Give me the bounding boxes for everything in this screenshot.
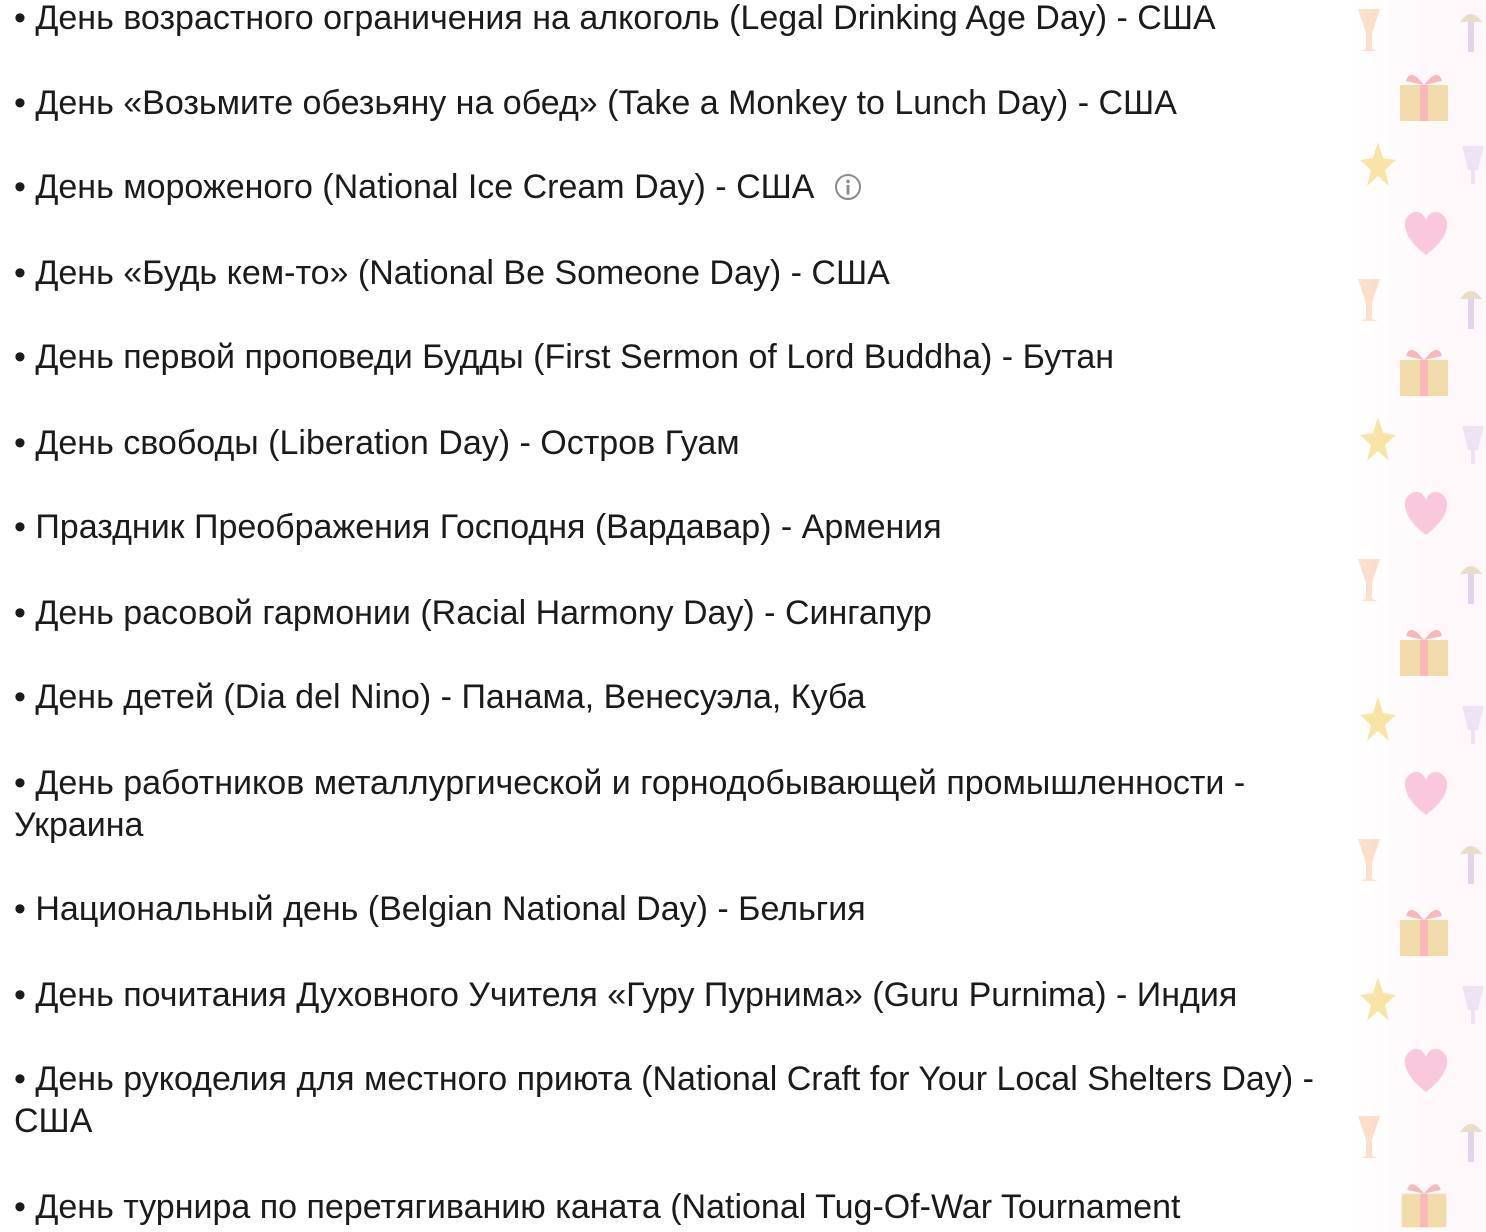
holiday-text: День первой проповеди Будды (First Sermon of Lord Buddha) - Бутан [35,338,1115,376]
bullet: • [14,254,26,292]
bullet: • [14,424,26,462]
bullet: • [14,594,26,632]
bullet: • [14,976,26,1014]
holiday-text: Национальный день (Belgian National Day) - Бельгия [35,890,866,928]
cocktail-icon [1354,555,1384,605]
bullet: • [14,890,26,928]
cocktail-icon [1460,420,1486,470]
bullet: • [14,338,26,376]
holiday-text: День почитания Духовного Учителя «Гуру Пурнима» (Guru Purnima) - Индия [35,976,1238,1014]
mushroom-icon [1458,285,1484,335]
holiday-text: День расовой гармонии (Racial Harmony Day) - Сингапур [35,594,932,632]
holiday-text: День работников металлургической и горнодобывающей промышленности - Украина [14,764,1246,844]
gift-icon [1396,65,1452,125]
cocktail-icon [1460,700,1486,750]
star-icon [1358,975,1398,1025]
heart-icon [1398,205,1454,259]
holiday-text: День свободы (Liberation Day) - Остров Гуам [35,424,740,462]
cocktail-icon [1354,1112,1384,1162]
list-item [14,974,1334,1016]
list-item [14,166,1334,208]
decorative-background [1346,0,1486,1232]
bullet: • [14,678,26,716]
holiday-text: День мороженого (National Ice Cream Day) - США [35,168,815,206]
mushroom-icon [1458,560,1484,610]
bullet: • [14,168,26,206]
gift-icon [1396,1175,1452,1231]
list-item [14,252,1334,294]
heart-icon [1398,765,1454,819]
cocktail-icon [1354,5,1384,55]
cocktail-icon [1460,140,1486,190]
holiday-text: Праздник Преображения Господня (Вардавар) - Армения [35,508,942,546]
list-item [14,888,1334,930]
bullet: • [14,1188,26,1226]
gift-icon [1396,900,1452,960]
list-item [14,82,1334,124]
holiday-text: День детей (Dia del Nino) - Панама, Венесуэла, Куба [35,678,866,716]
cocktail-icon [1354,275,1384,325]
bullet: • [14,764,26,802]
star-icon [1358,140,1398,190]
list-item [14,422,1334,464]
bullet: • [14,0,26,37]
holiday-text: День турнира по перетягиванию каната (National Tug-Of-War Tournament [35,1188,1181,1226]
star-icon [1358,415,1398,465]
mushroom-icon [1458,8,1484,58]
list-item [14,676,1334,718]
list-item [14,336,1334,378]
cocktail-icon [1460,980,1486,1030]
gift-icon [1396,620,1452,680]
list-item [14,0,1334,39]
gift-icon [1396,340,1452,400]
list-item [14,1186,1334,1228]
list-item [14,762,1334,846]
holiday-text: День рукоделия для местного приюта (National Craft for Your Local Shelters Day) - США [14,1060,1314,1140]
mushroom-icon [1458,840,1484,890]
holiday-text: День «Будь кем-то» (National Be Someone Day) - США [35,254,890,292]
info-icon[interactable] [834,173,862,201]
bullet: • [14,1060,26,1098]
list-item [14,592,1334,634]
list-item [14,506,1334,548]
holiday-text: День «Возьмите обезьяну на обед» (Take a Monkey to Lunch Day) - США [35,84,1177,122]
holiday-text: День возрастного ограничения на алкоголь (Legal Drinking Age Day) - США [35,0,1216,37]
heart-icon [1398,485,1454,539]
bullet: • [14,508,26,546]
bullet: • [14,84,26,122]
mushroom-icon [1458,1118,1484,1168]
star-icon [1358,695,1398,745]
cocktail-icon [1354,835,1384,885]
list-item [14,1058,1334,1142]
heart-icon [1398,1042,1454,1096]
